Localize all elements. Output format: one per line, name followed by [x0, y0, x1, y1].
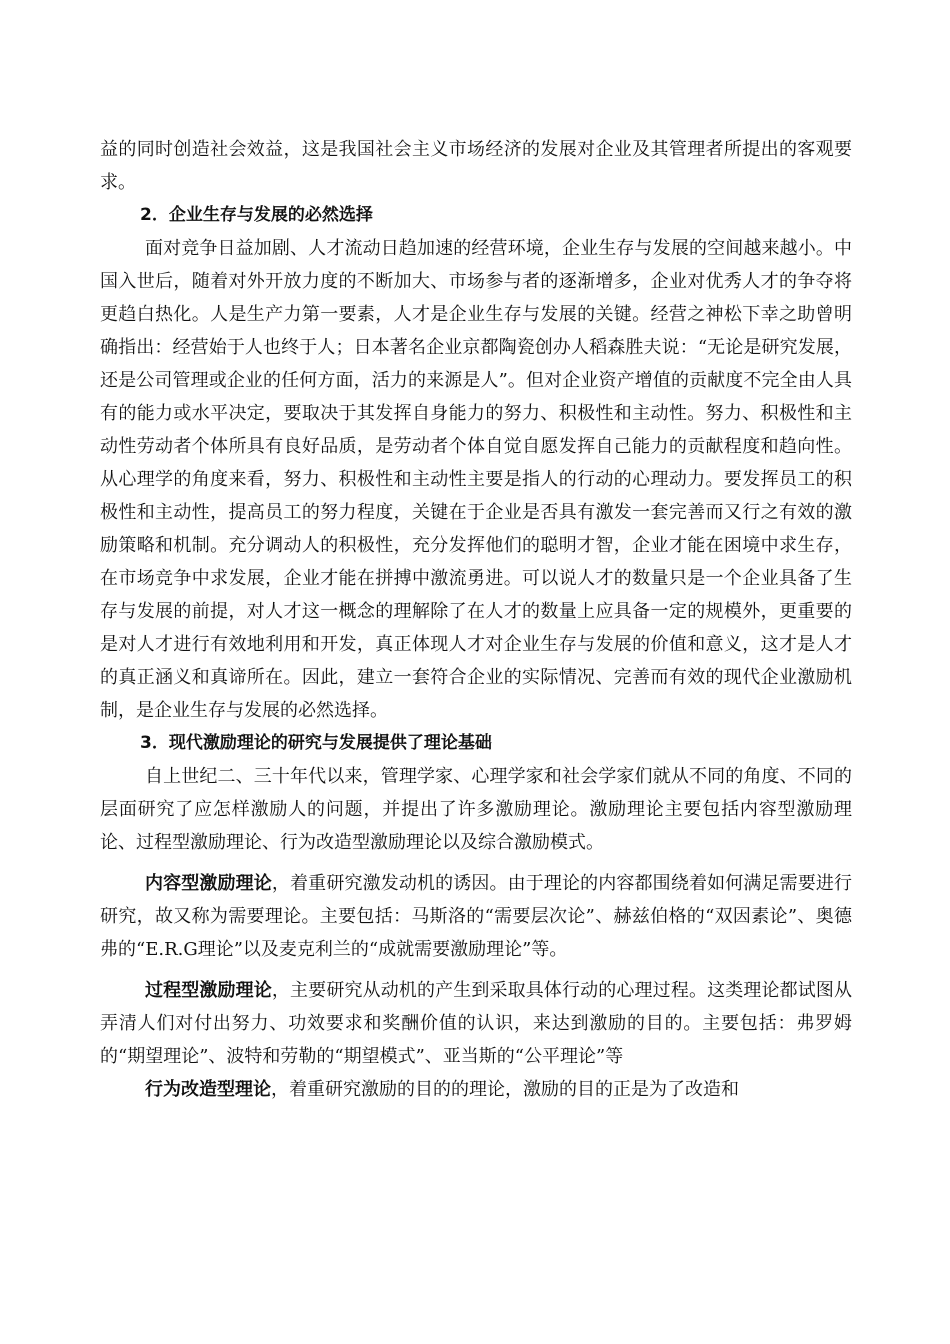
paragraph-gap [100, 966, 852, 974]
process-theory-text: ，主要研究从动机的产生到采取具体行动的心理过程。这类理论都试图从弄清人们对付出努力、功效要求和奖酬价值的认识，来达到激励的目的。主要包括：弗罗姆的“期望理论”、波特和劳勒的“期望模式”、亚当斯的“公平理论”等 [100, 980, 852, 1067]
survival-paragraph: 面对竞争日益加剧、人才流动日趋加速的经营环境，企业生存与发展的空间越来越小。中国入世后，随着对外开放力度的不断加大、市场参与者的逐渐增多，企业对优秀人才的争夺将更趋白热化。人是生产力第一要素，人才是企业生存与发展的关键。经营之神松下幸之助曾明确指出：经营始于人也终于人；日本著名企业京都陶瓷创办人稻森胜夫说：“无论是研究发展，还是公司管理或企业的任何方面，活力的来源是人”。但对企业资产增值的贡献度不完全由人具有的能力或水平决定，要取决于其发挥自身能力的努力、积极性和主动性。努力、积极性和主动性劳动者个体所具有良好品质，是劳动者个体自觉自愿发挥自己能力的贡献程度和趋向性。从心理学的角度来看，努力、积极性和主动性主要是指人的行动的心理动力。要发挥员工的积极性和主动性，提高员工的努力程度，关键在于企业是否具有激发一套完善而又行之有效的激励策略和机制。充分调动人的积极性，充分发挥他们的聪明才智，企业才能在困境中求生存，在市场竞争中求发展，企业才能在拼搏中激流勇进。可以说人才的数量只是一个企业具备了生存与发展的前提，对人才这一概念的理解除了在人才的数量上应具备一定的规模外，更重要的是对人才进行有效地利用和开发，真正体现人才对企业生存与发展的价值和意义，这才是人才的真正涵义和真谛所在。因此，建立一套符合企业的实际情况、完善而有效的现代企业激励机制，是企业生存与发展的必然选择。 [100, 238, 852, 721]
section-heading-2: 2．企业生存与发展的必然选择 [140, 205, 373, 225]
theory-paragraph: 自上世纪二、三十年代以来，管理学家、心理学家和社会学家们就从不同的角度、不同的层面研究了应怎样激励人的问题，并提出了许多激励理论。激励理论主要包括内容型激励理论、过程型激励理论、行为改造型激励理论以及综合激励模式。 [100, 766, 852, 853]
paragraph-gap [100, 859, 852, 867]
process-theory-paragraph [100, 974, 852, 1073]
behavior-theory-term: 行为改造型理论 [145, 1079, 271, 1100]
process-theory-term: 过程型激励理论 [145, 980, 272, 1001]
behavior-theory-text: ，着重研究激励的目的的理论，激励的目的正是为了改造和 [271, 1079, 739, 1100]
intro-paragraph: 益的同时创造社会效益，这是我国社会主义市场经济的发展对企业及其管理者所提出的客观要求。 [100, 139, 852, 193]
content-theory-text: ，着重研究激发动机的诱因。由于理论的内容都围绕着如何满足需要进行研究，故又称为需要理论。主要包括：马斯洛的“需要层次论”、赫兹伯格的“双因素论”、奥德弗的“E.R.G理论”以及麦克利兰的“成就需要激励理论”等。 [100, 873, 852, 960]
content-theory-paragraph [100, 867, 852, 966]
document-body [100, 133, 852, 1106]
behavior-theory-paragraph [100, 1073, 852, 1106]
content-theory-term: 内容型激励理论 [145, 873, 272, 894]
section-heading-3: 3．现代激励理论的研究与发展提供了理论基础 [140, 733, 492, 753]
